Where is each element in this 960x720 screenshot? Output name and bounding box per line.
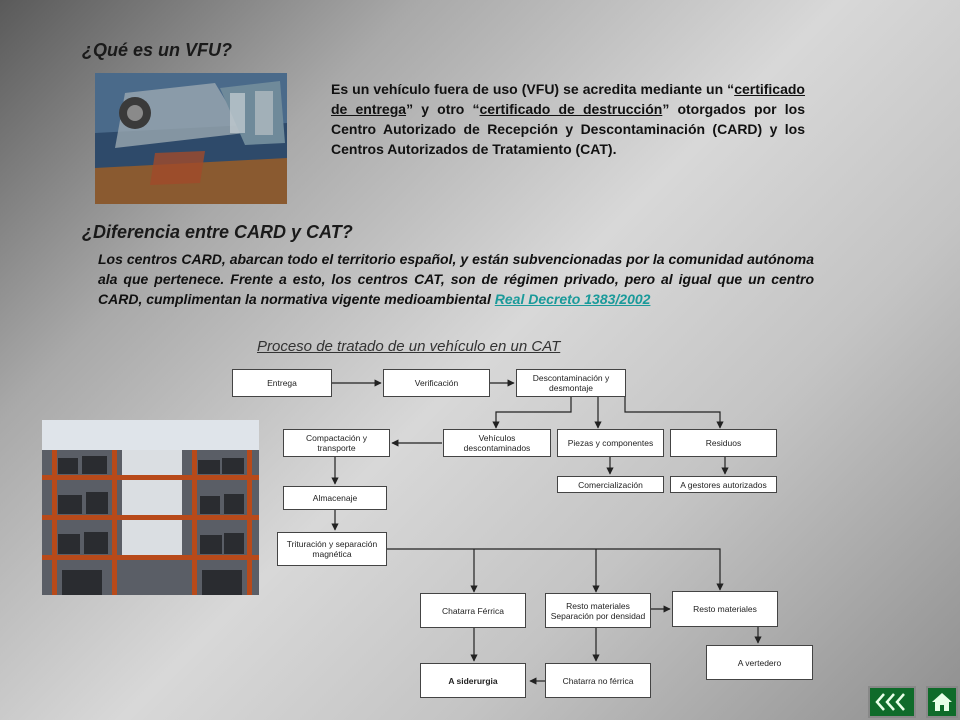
flow-node-compactacion: Compactación y transporte: [283, 429, 390, 457]
flow-node-resto-materiales: Resto materiales: [672, 591, 778, 627]
flow-node-siderurgia: A siderurgia: [420, 663, 526, 698]
section-title-card-cat: ¿Diferencia entre CARD y CAT?: [82, 222, 353, 242]
flow-node-chatarra-ferrica: Chatarra Férrica: [420, 593, 526, 628]
flow-node-comercializacion: Comercialización: [557, 476, 664, 493]
section-title-vfu: ¿Qué es un VFU?: [82, 40, 233, 60]
flow-node-almacenaje: Almacenaje: [283, 486, 387, 510]
flow-node-descontaminacion: Descontaminación y desmontaje: [516, 369, 626, 397]
real-decreto-link[interactable]: Real Decreto 1383/2002: [494, 291, 651, 307]
back-button[interactable]: [868, 686, 916, 718]
flow-node-trituracion: Trituración y separación magnética: [277, 532, 387, 566]
flow-node-no-ferrica: Chatarra no férrica: [545, 663, 651, 698]
flow-caption: Proceso de tratado de un vehículo en un CAT: [257, 338, 561, 355]
flow-node-gestores: A gestores autorizados: [670, 476, 777, 493]
flow-node-vertedero: A vertedero: [706, 645, 813, 680]
house-icon: [930, 691, 954, 713]
home-button[interactable]: [926, 686, 958, 718]
triple-chevron-left-icon: [872, 691, 912, 713]
flow-node-resto-separacion: Resto materiales Separación por densidad: [545, 593, 651, 628]
card-cat-explanation: Los centros CARD, abarcan todo el territorio español, y están subvencionadas por la comunidad autónoma ala que pertenece. Frente a esto, los centros CAT, son de régimen privado, pero al igual que un centro CARD, cumplimentan la normativa vigente medioambiental Real Decreto 1383/2002: [98, 251, 814, 307]
flow-node-verificacion: Verificación: [383, 369, 490, 397]
flow-node-vehiculos: Vehículos descontaminados: [443, 429, 551, 457]
vfu-definition: Es un vehículo fuera de uso (VFU) se acredita mediante un “certificado de entrega” y otro “certificado de destrucción” otorgados por los Centro Autorizado de Recepción y Descontaminación (CARD) y los Centros Autorizados de Tratamiento (CAT).: [331, 81, 805, 157]
flow-node-entrega: Entrega: [232, 369, 332, 397]
flow-node-piezas: Piezas y componentes: [557, 429, 664, 457]
flow-node-residuos: Residuos: [670, 429, 777, 457]
